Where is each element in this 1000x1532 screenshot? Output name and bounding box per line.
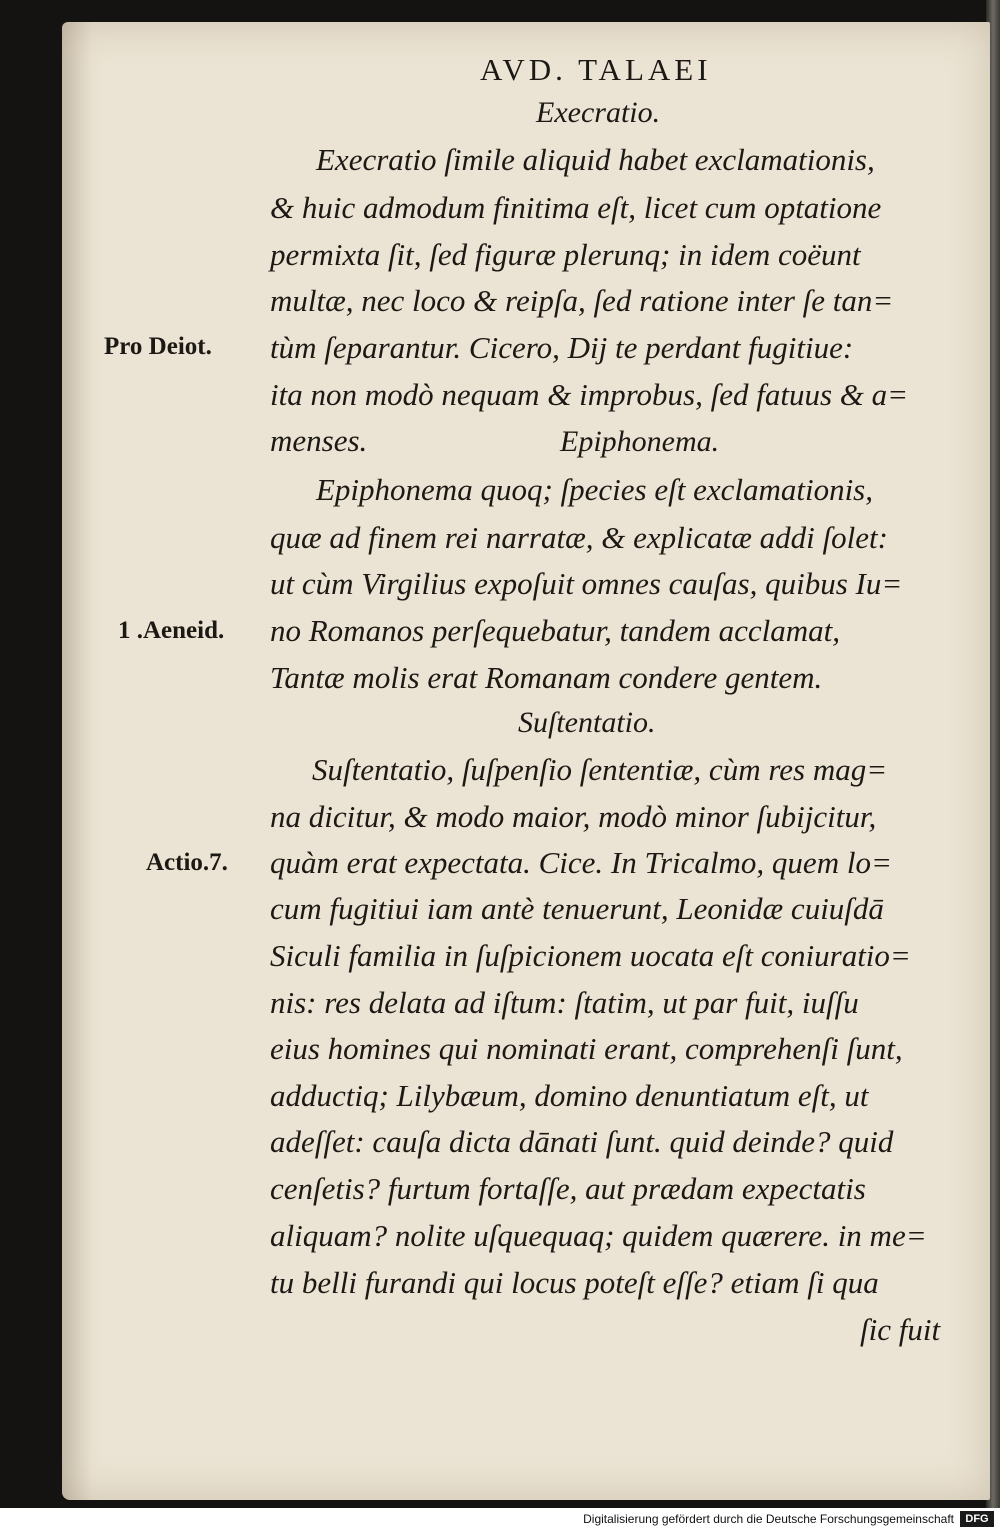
text-line: tùm ſeparantur. Cicero, Dij te perdant fugitiue: [270, 330, 854, 365]
text-line: ut cùm Virgilius expoſuit omnes cauſas, quibus Iu= [270, 566, 903, 601]
text-line: Epiphonema quoq; ſpecies eſt exclamationis, [316, 472, 874, 507]
text-line: tu belli furandi qui locus poteſt eſſe? etiam ſi qua [270, 1265, 879, 1300]
text-line: cum fugitiui iam antè tenuerunt, Leonidæ cuiuſdā [270, 891, 884, 926]
text-line: no Romanos perſequebatur, tandem acclamat, [270, 613, 840, 648]
text-line: ita non modò nequam & improbus, ſed fatuus & a= [270, 377, 909, 412]
text-line: permixta ſit, ſed figuræ plerunq; in idem coëunt [270, 237, 861, 272]
running-head: AVD. TALAEI [480, 52, 712, 87]
margin-note: 1 .Aeneid. [118, 617, 225, 644]
text-line: Tantæ molis erat Romanam condere gentem. [270, 660, 823, 695]
dfg-logo: DFG [960, 1511, 994, 1527]
text-line: aliquam? nolite uſquequaq; quidem quærere. in me= [270, 1218, 927, 1253]
text-line: cenſetis? furtum fortaſſe, aut prædam expectatis [270, 1171, 866, 1206]
text-line: Execratio ſimile aliquid habet exclamationis, [316, 142, 875, 177]
text-line: Siculi familia in ſuſpicionem uocata eſt coniuratio= [270, 938, 911, 973]
text-line: na dicitur, & modo maior, modò minor ſubijcitur, [270, 799, 877, 834]
footer-bar [0, 1508, 1000, 1532]
digitization-credit: Digitalisierung gefördert durch die Deutsche Forschungsgemeinschaft [583, 1512, 954, 1526]
text-line: adeſſet: cauſa dicta dānati ſunt. quid deinde? quid [270, 1124, 894, 1159]
margin-note: Actio.7. [146, 849, 228, 876]
section-heading: Suſtentatio. [518, 706, 656, 739]
text-line: multæ, nec loco & reipſa, ſed ratione inter ſe tan= [270, 283, 894, 318]
text-line: Suſtentatio, ſuſpenſio ſententiæ, cùm res mag= [312, 752, 888, 787]
text-line: nis: res delata ad iſtum: ſtatim, ut par fuit, iuſſu [270, 985, 859, 1020]
catchword: ſic fuit [860, 1312, 941, 1347]
text-line: quàm erat expectata. Cice. In Tricalmo, quem lo= [270, 845, 892, 880]
gutter-shadow [62, 22, 92, 1500]
section-heading: Epiphonema. [560, 425, 720, 458]
text-line: & huic admodum finitima eſt, licet cum optatione [270, 190, 882, 225]
text-line: quæ ad finem rei narratæ, & explicatæ addi ſolet: [270, 520, 888, 555]
text-line: eius homines qui nominati erant, comprehenſi ſunt, [270, 1031, 903, 1066]
section-heading: Execratio. [536, 96, 661, 129]
text-line: menses. [270, 423, 368, 458]
text-line: adductiq; Lilybæum, domino denuntiatum eſt, ut [270, 1078, 869, 1113]
margin-note: Pro Deiot. [104, 333, 212, 360]
